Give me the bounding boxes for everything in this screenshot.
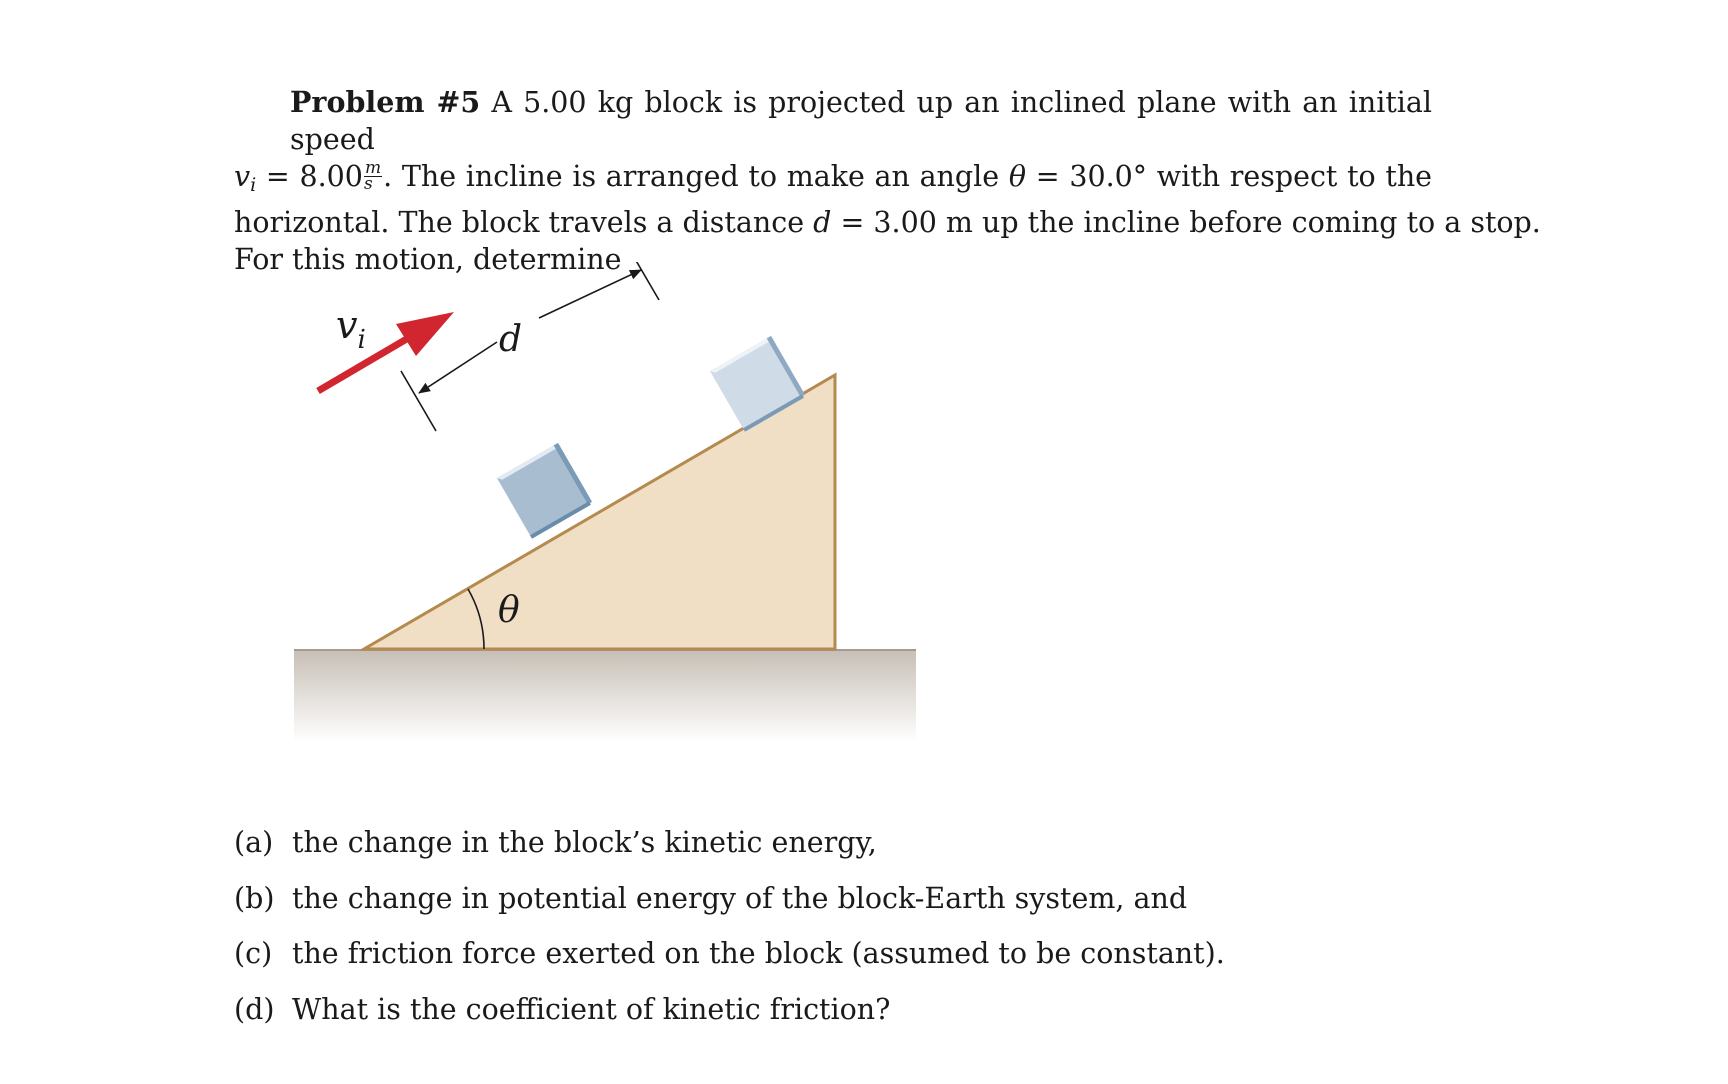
ground (294, 650, 916, 742)
vi-label: $v_i$ (336, 303, 366, 355)
speed-unit-fraction (363, 158, 382, 194)
d-arrow-right (539, 270, 641, 318)
question-text: the change in potential energy of the block-Earth system, and (292, 881, 1188, 915)
d-symbol: d (813, 206, 832, 239)
d-arrow-left (419, 342, 497, 393)
question-text: the friction force exerted on the block (assumed to be constant). (292, 937, 1225, 970)
problem-line-1-text: A 5.00 kg block is projected up an inclined plane with an initial speed (290, 86, 1432, 156)
question-label: (a) (234, 826, 274, 859)
theta-label: θ (498, 590, 520, 631)
problem-line-4: For this motion, determine (234, 243, 622, 276)
equals-sign: = (265, 160, 290, 193)
unit-numerator: m (364, 158, 382, 178)
line-2-end: with respect to the (1156, 160, 1433, 193)
theta-symbol: θ (1008, 160, 1027, 193)
problem-statement (234, 84, 1541, 278)
question-text: What is the coefficient of kinetic friction? (292, 992, 891, 1026)
incline-diagram (292, 262, 922, 742)
problem-line-3 (234, 204, 1541, 241)
problem-line-2 (234, 158, 1432, 204)
problem-line-1 (234, 84, 1432, 158)
d-tick-left (401, 371, 436, 431)
d-tick-right (624, 262, 659, 300)
d-label: d (499, 319, 523, 360)
speed-value: 8.00 $\frac{m}{s}$ . The incline is arranged to make an angle (299, 158, 1000, 194)
line-3-start: horizontal. The block travels a distance (234, 206, 805, 239)
vi-subscript: i (250, 174, 257, 196)
question-label: (d) (234, 992, 275, 1026)
equals-sign-2: = (1035, 160, 1060, 193)
problem-title: Problem #5 (290, 85, 481, 119)
vi-label-subscript: i (357, 325, 366, 355)
question-label: (c) (234, 937, 273, 970)
question-label: (b) (234, 881, 275, 915)
unit-denominator: s (363, 174, 373, 194)
line-2-middle: . The incline is arranged to make an angle (383, 160, 1000, 193)
question-text: the change in the block’s kinetic energy, (292, 826, 877, 859)
line-3-end: = 3.00 m up the incline before coming to a stop. (840, 206, 1541, 239)
angle-value: 30.0° (1069, 160, 1148, 193)
vi-symbol: v (234, 160, 251, 193)
